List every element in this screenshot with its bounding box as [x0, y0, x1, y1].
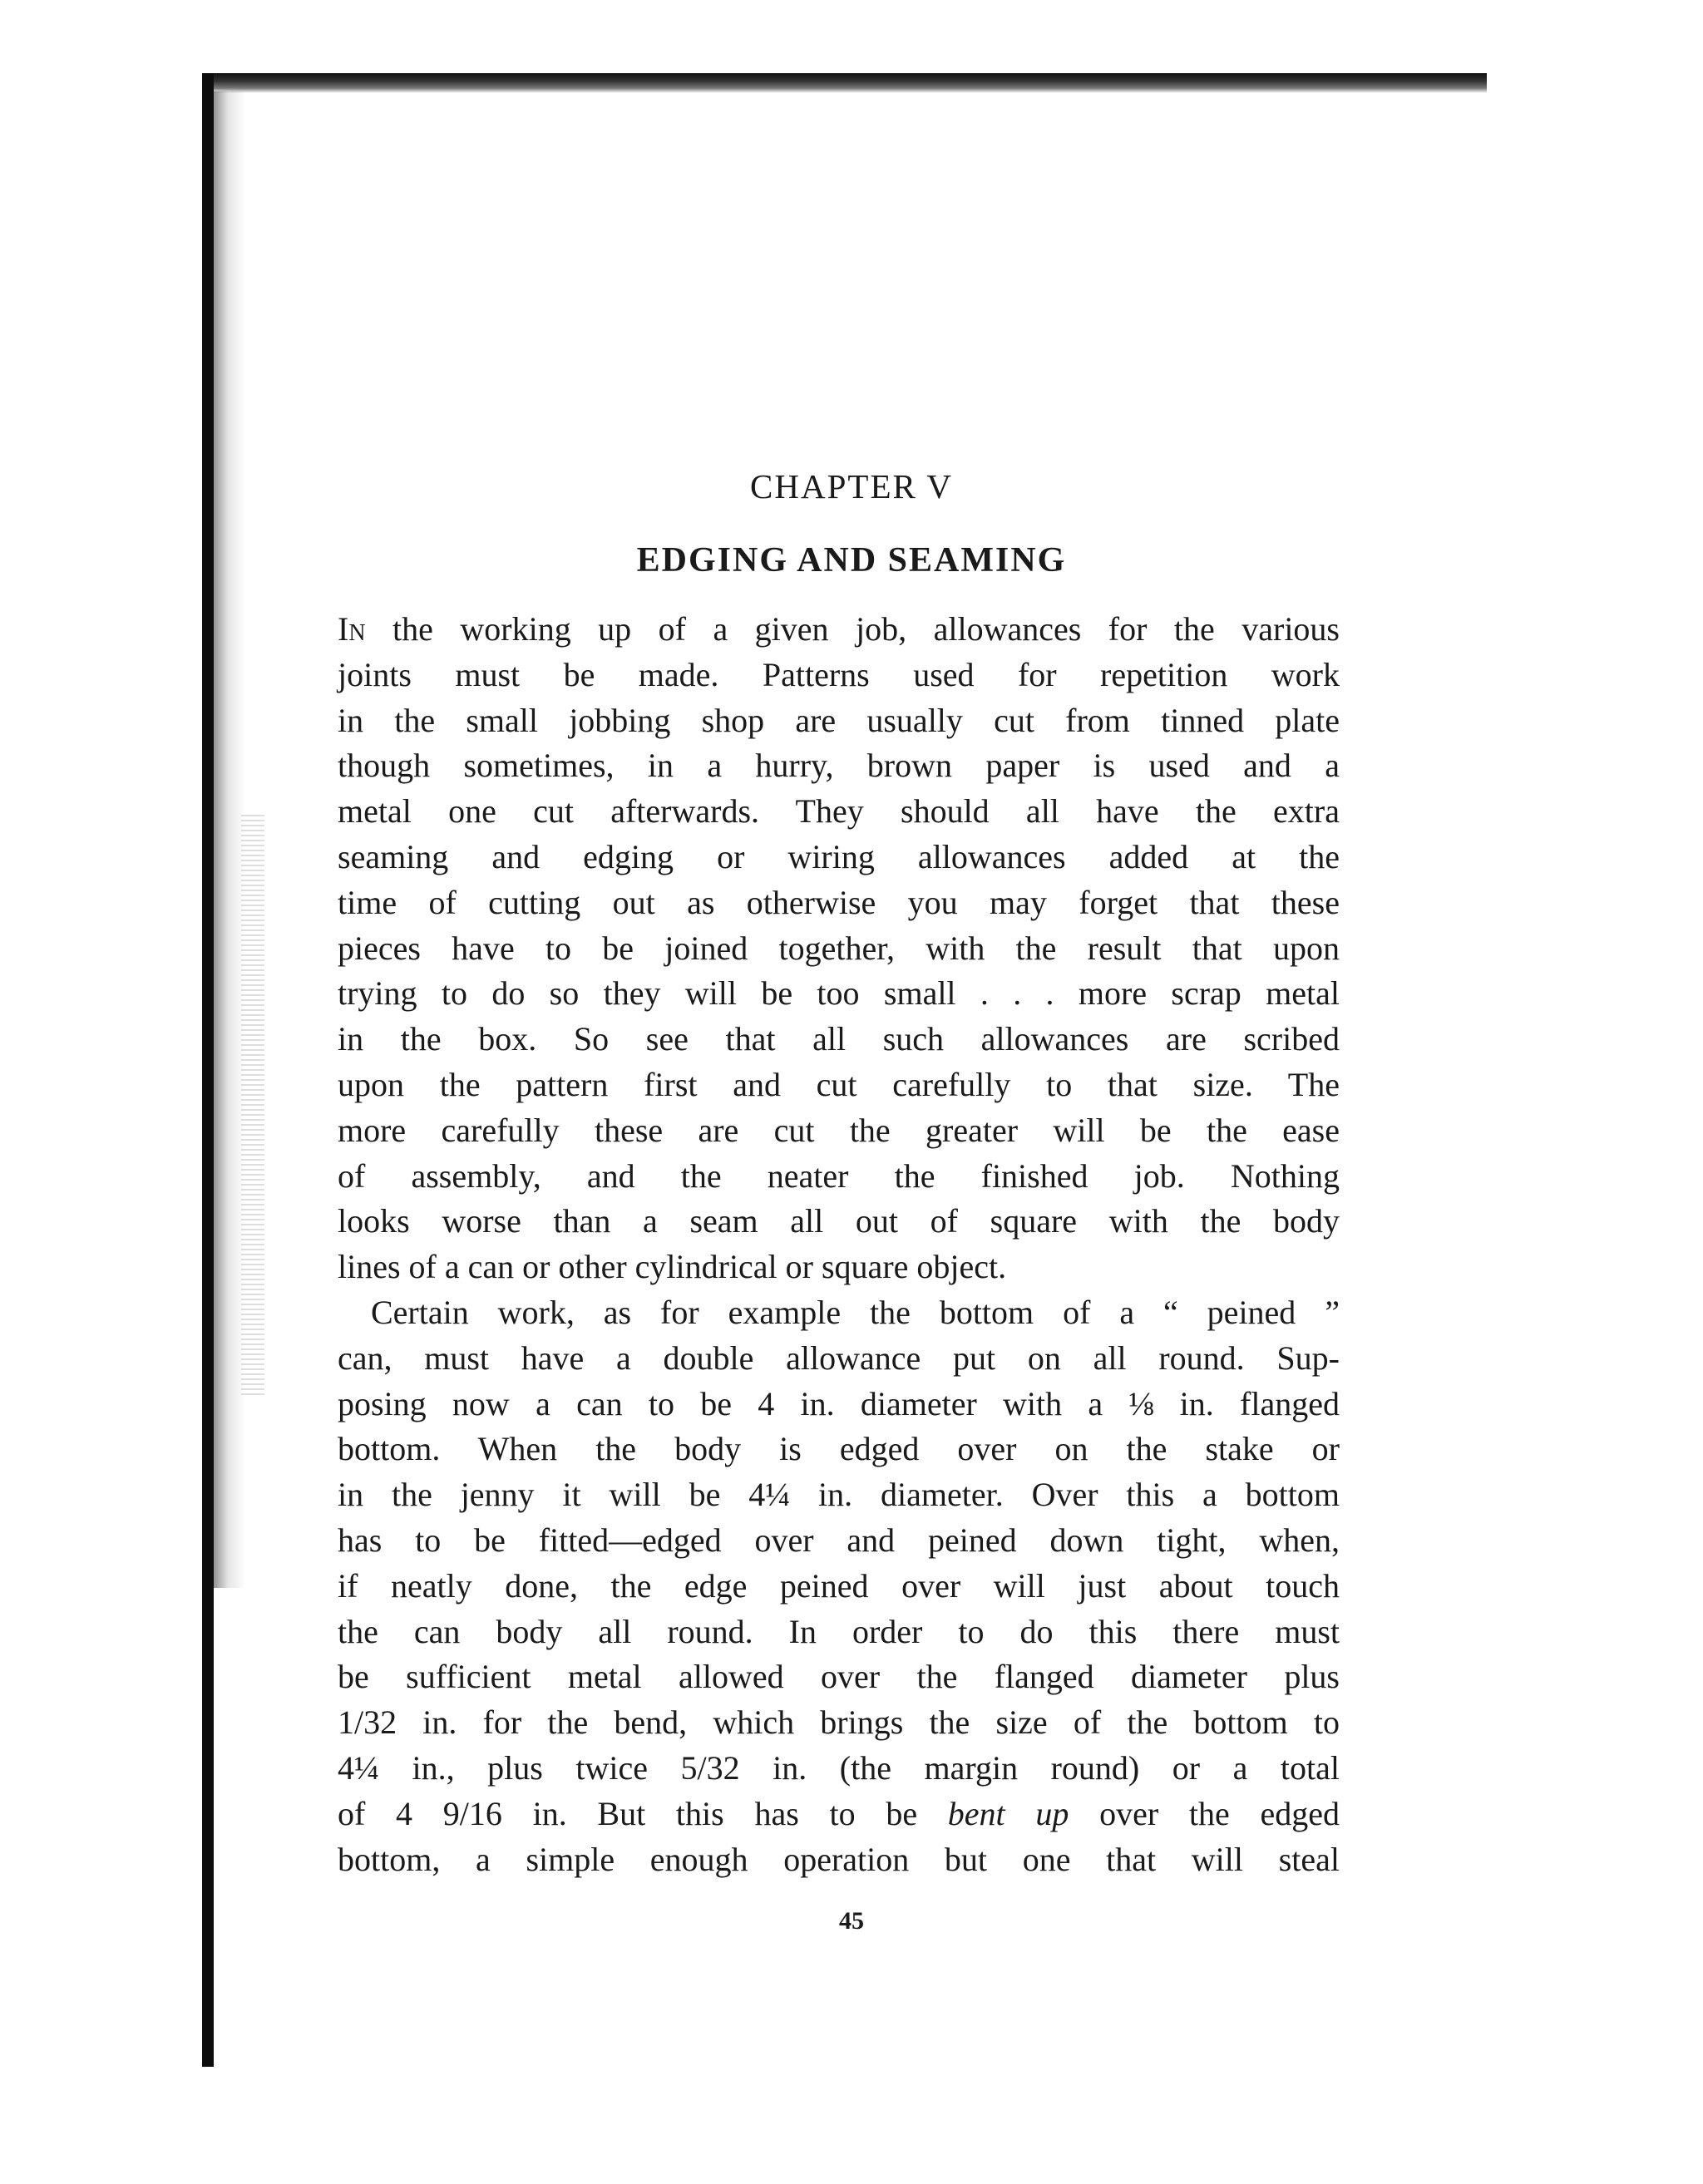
paragraph-line: looks worse than a seam all out of square with the body [338, 1202, 1340, 1240]
paragraph-line: pieces have to be joined together, with the result that upon [338, 929, 1340, 967]
page-number: 45 [839, 1907, 864, 1935]
paragraph-line: joints must be made. Patterns used for repetition work [338, 655, 1340, 693]
paragraph-line: posing now a can to be 4 in. diameter with a ⅛ in. flanged [338, 1384, 1340, 1422]
paragraph-line: has to be fitted—edged over and peined down tight, when, [338, 1521, 1340, 1559]
paragraph-line [338, 1792, 1340, 1837]
paragraph-line-text: the working up of a given job, allowances for the various [392, 610, 1340, 648]
paragraph-line: in the box. So see that all such allowances are scribed [338, 1020, 1340, 1058]
paragraph-line: though sometimes, in a hurry, brown paper is used and a [338, 747, 1340, 785]
paragraph-line: lines of a can or other cylindrical or square object. [338, 1248, 1007, 1286]
paragraph-line: metal one cut afterwards. They should all have the extra [338, 792, 1340, 831]
paragraph-line-text: of 4 9/16 in. But this has to be [338, 1794, 948, 1832]
scan-left-edge [202, 73, 214, 2067]
paragraph-line: bottom, a simple enough operation but one that will steal [338, 1840, 1340, 1878]
paragraph-line-text: over the edged [1069, 1794, 1340, 1832]
paragraph-line: time of cutting out as otherwise you may forget that these [338, 883, 1340, 921]
paragraph-line: seaming and edging or wiring allowances added at the [338, 837, 1340, 875]
paragraph-line: upon the pattern first and cut carefully to that size. The [338, 1065, 1340, 1103]
scan-top-edge [202, 73, 1487, 93]
paragraph-line: in the jenny it will be 4¼ in. diameter. Over this a bottom [338, 1476, 1340, 1514]
body-text [338, 607, 1340, 1882]
paragraph-line: be sufficient metal allowed over the flanged diameter plus [338, 1658, 1340, 1696]
chapter-title: EDGING AND SEAMING [636, 541, 1067, 579]
lead-in: In [338, 610, 366, 648]
paragraph-line: 1/32 in. for the bend, which brings the size of the bottom to [338, 1703, 1340, 1742]
paragraph-line: bottom. When the body is edged over on the stake or [338, 1430, 1340, 1468]
paragraph-line: 4¼ in., plus twice 5/32 in. (the margin round) or a total [338, 1748, 1340, 1787]
emphasis-text: bent up [947, 1794, 1069, 1832]
paragraph-line: if neatly done, the edge peined over will just about touch [338, 1566, 1340, 1605]
paragraph-line [338, 1290, 1340, 1336]
paragraph-line [338, 607, 1340, 653]
scan-gutter-speckle [241, 815, 264, 1397]
paragraph-line: the can body all round. In order to do this there must [338, 1612, 1340, 1650]
paragraph-line: in the small jobbing shop are usually cut from tinned plate [338, 701, 1340, 739]
chapter-label: CHAPTER V [750, 467, 953, 505]
paragraph-line: more carefully these are cut the greater will be the ease [338, 1111, 1340, 1149]
paragraph-line: trying to do so they will be too small . . . more scrap metal [338, 974, 1340, 1013]
paragraph-line: can, must have a double allowance put on all round. Sup- [338, 1339, 1340, 1377]
paragraph-line: of assembly, and the neater the finished job. Nothing [338, 1156, 1340, 1195]
paragraph-line-text: Certain work, as for example the bottom of a “ peined ” [371, 1293, 1340, 1331]
